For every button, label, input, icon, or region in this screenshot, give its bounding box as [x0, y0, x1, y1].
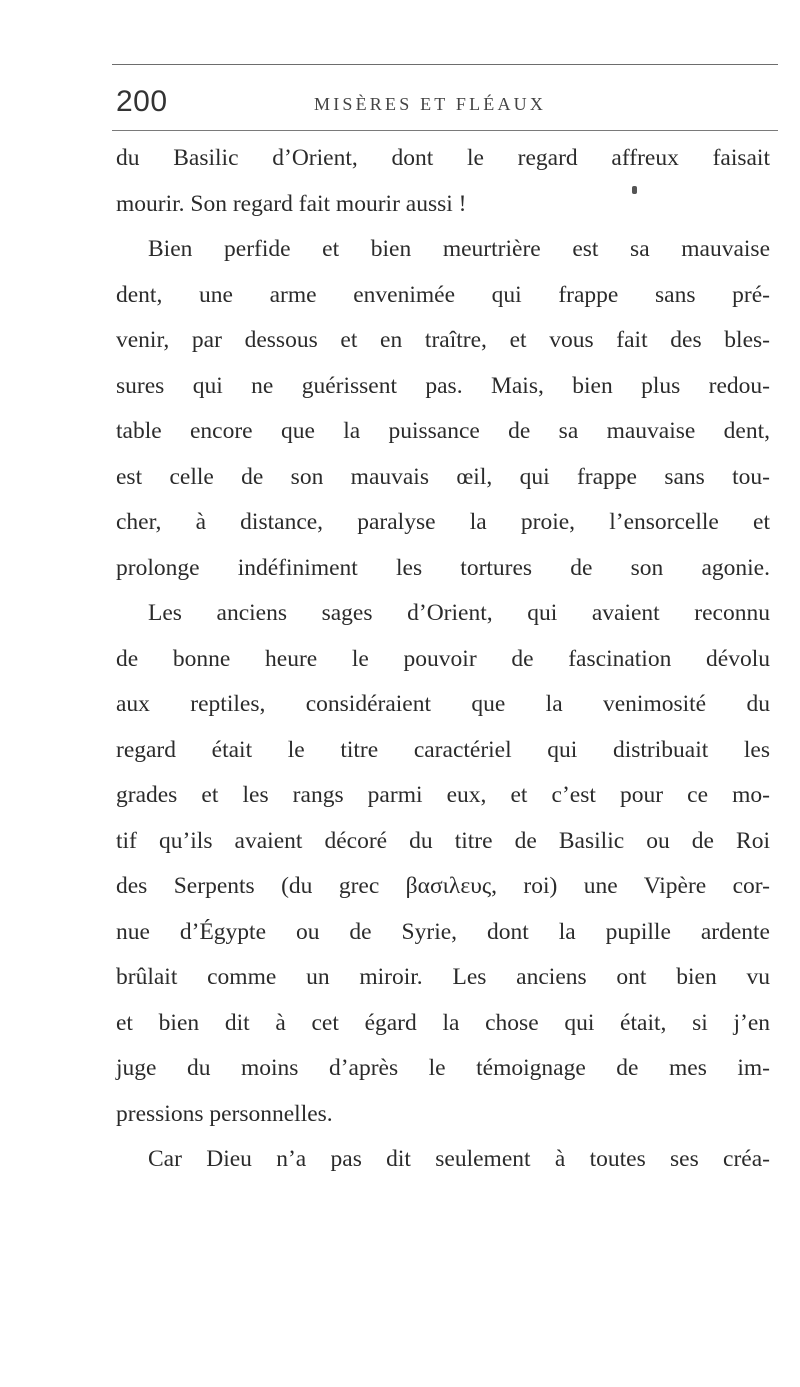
text-line: brûlait comme un miroir. Les anciens ont bien vu [116, 964, 770, 990]
text-line: de bonne heure le pouvoir de fascination dévolu [116, 645, 770, 672]
text-line: sures qui ne guérissent pas. Mais, bien plus redou- [116, 372, 770, 399]
text-line: du Basilic d’Orient, dont le regard affreux faisait [116, 145, 770, 171]
text-line: nue d’Égypte ou de Syrie, dont la pupille ardente [116, 918, 770, 945]
text-line: table encore que la puissance de sa mauvaise dent, [116, 418, 770, 444]
running-head [112, 84, 778, 124]
body-text [116, 136, 770, 1183]
text-line: et bien dit à cet égard la chose qui était, si j’en [116, 1009, 770, 1036]
text-line: est celle de son mauvais œil, qui frappe sans tou- [116, 463, 770, 490]
top-rule [112, 64, 778, 65]
text-line: dent, une arme envenimée qui frappe sans pré- [116, 281, 770, 308]
text-line: tif qu’ils avaient décoré du titre de Basilic ou de Roi [116, 827, 770, 854]
text-line: venir, par dessous et en traître, et vous fait des bles- [116, 327, 770, 353]
text-line: Les anciens sages d’Orient, qui avaient reconnu [148, 600, 770, 626]
header-rule [112, 130, 778, 131]
text-line: prolonge indéfiniment les tortures de son agonie. [116, 554, 770, 581]
page-number: 200 [116, 85, 168, 118]
text-line: cher, à distance, paralyse la proie, l’ensorcelle et [116, 509, 770, 535]
running-title: MISÈRES ET FLÉAUX [314, 94, 547, 114]
text-line: mourir. Son regard fait mourir aussi ! [116, 190, 467, 217]
text-line: pressions personnelles. [116, 1100, 333, 1127]
text-line: Car Dieu n’a pas dit seulement à toutes ses créa- [148, 1146, 770, 1172]
text-line: des Serpents (du grec βασιλευς, roi) une Vipère cor- [116, 873, 770, 899]
text-line: regard était le titre caractériel qui distribuait les [116, 736, 770, 763]
text-line: Bien perfide et bien meurtrière est sa mauvaise [148, 236, 770, 262]
text-line: aux reptiles, considéraient que la venimosité du [116, 691, 770, 717]
text-line: juge du moins d’après le témoignage de mes im- [116, 1055, 770, 1081]
text-line: grades et les rangs parmi eux, et c’est pour ce mo- [116, 782, 770, 808]
